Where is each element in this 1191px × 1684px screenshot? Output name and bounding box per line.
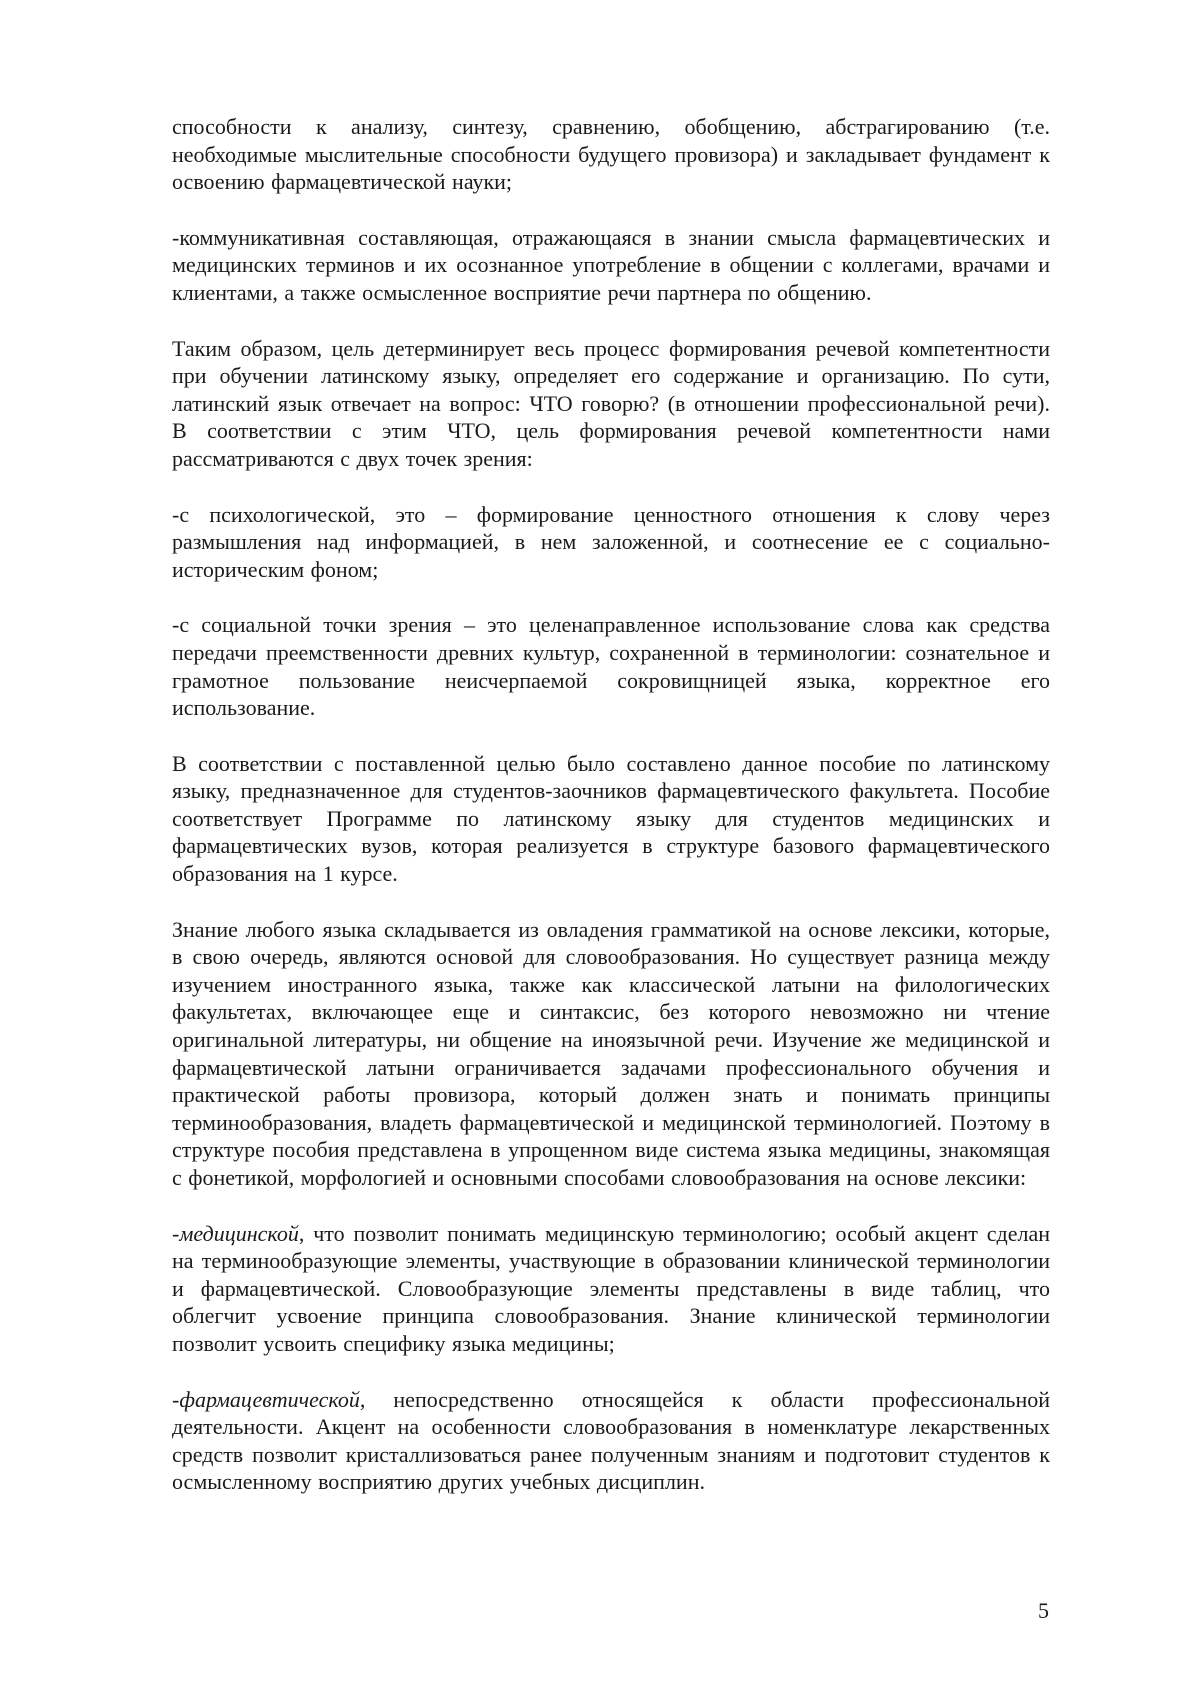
paragraph-text: Знание любого языка складывается из овладения грамматикой на основе лексики, которые, в свою очередь, являются основой для словообразования. Но существует разница между изучением иностранного языка, также как классической латыни на филологических факультетах, включающее еще и синтаксис, без которого невозможно ни чтение оригинальной литературы, ни общение на иноязычной речи. Изучение же медицинской и фармацевтической латыни ограничивается задачами профессионального обучения и практической работы провизора, который должен знать и понимать принципы терминообразования, владеть фармацевтической и медицинской терминологией. Поэтому в структуре пособия представлена в упрощенном виде система языка медицины, знакомящая с фонетикой, морфологией и основными способами словообразования на основе лексики: bbox=[172, 916, 1050, 1190]
italic-lead: -медицинской bbox=[172, 1220, 299, 1246]
paragraph-9 bbox=[172, 1386, 1050, 1496]
paragraph-6 bbox=[172, 750, 1050, 888]
document-page bbox=[172, 113, 1050, 1524]
paragraph-8 bbox=[172, 1220, 1050, 1358]
paragraph-text: -с социальной точки зрения – это целенаправленное использование слова как средства передачи преемственности древних культур, сохраненной в терминологии: сознательное и грамотное пользование неисчерпаемой сокровищницей языка, корректное его использование. bbox=[172, 612, 1050, 721]
paragraph-text: , что позволит понимать медицинскую терминологию; особый акцент сделан на терминообразующие элементы, участвующие в образовании клинической терминологии и фармацевтической. Словообразующие элементы представлены в виде таблиц, что облегчит усвоение принципа словообразования. Знание клинической терминологии позволит усвоить специфику языка медицины; bbox=[172, 1220, 1050, 1356]
paragraph-text: Таким образом, цель детерминирует весь процесс формирования речевой компетентности при обучении латинскому языку, определяет его содержание и организацию. По сути, латинский язык отвечает на вопрос: ЧТО говорю? (в отношении профессиональной речи). В соответствии с этим ЧТО, цель формирования речевой компетентности нами рассматриваются с двух точек зрения: bbox=[172, 335, 1050, 471]
paragraph-4 bbox=[172, 501, 1050, 584]
paragraph-7 bbox=[172, 916, 1050, 1192]
page-number: 5 bbox=[1038, 1598, 1049, 1623]
paragraph-text: -с психологической, это – формирование ценностного отношения к слову через размышления над информацией, в нем заложенной, и соотнесение ее с социально-историческим фоном; bbox=[172, 501, 1050, 582]
paragraph-text: способности к анализу, синтезу, сравнению, обобщению, абстрагированию (т.е. необходимые мыслительные способности будущего провизора) и закладывает фундамент к освоению фармацевтической науки; bbox=[172, 114, 1050, 195]
paragraph-3 bbox=[172, 335, 1050, 473]
paragraph-1 bbox=[172, 113, 1050, 196]
paragraph-2 bbox=[172, 224, 1050, 307]
paragraph-5 bbox=[172, 611, 1050, 721]
paragraph-text: , непосредственно относящейся к области профессиональной деятельности. Акцент на особенности словообразования в номенклатуре лекарственных средств позволит кристаллизоваться ранее полученным знаниям и подготовит студентов к осмысленному восприятию других учебных дисциплин. bbox=[172, 1386, 1050, 1495]
paragraph-text: -коммуникативная составляющая, отражающаяся в знании смысла фармацевтических и медицинских терминов и их осознанное употребление в общении с коллегами, врачами и клиентами, а также осмысленное восприятие речи партнера по общению. bbox=[172, 224, 1050, 305]
italic-lead: -фармацевтической bbox=[172, 1386, 360, 1412]
paragraph-text: В соответствии с поставленной целью было составлено данное пособие по латинскому языку, предназначенное для студентов-заочников фармацевтического факультета. Пособие соответствует Программе по латинскому языку для студентов медицинских и фармацевтических вузов, которая реализуется в структуре базового фармацевтического образования на 1 курсе. bbox=[172, 750, 1050, 887]
